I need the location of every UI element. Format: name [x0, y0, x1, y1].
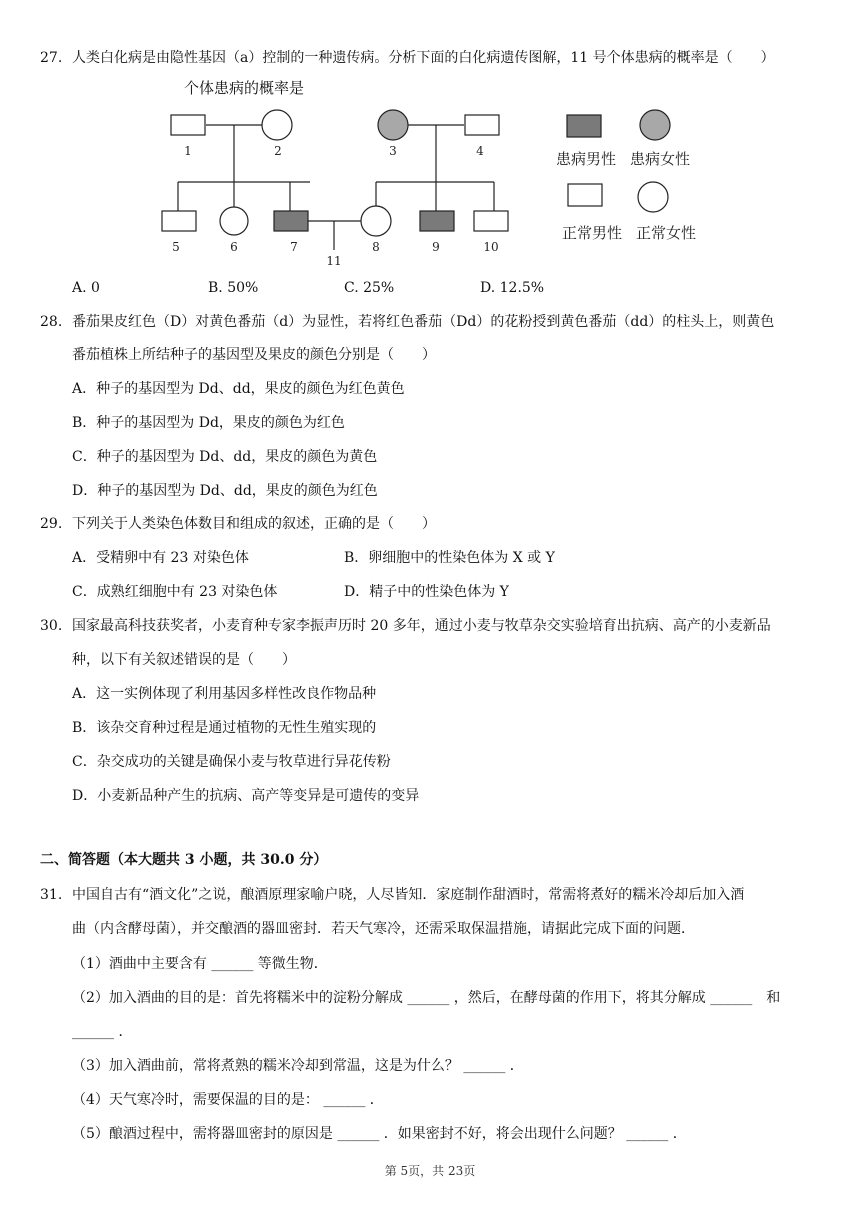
sub-question-3: （3）加入酒曲前，常将煮熟的糯米冷却到常温，这是为什么？ ______ ．	[72, 1058, 524, 1074]
option-a: A. 0	[72, 280, 100, 296]
option-d: D．精子中的性染色体为 Y	[344, 584, 509, 600]
individual-4-normal-male	[465, 115, 499, 135]
label-5: 5	[172, 240, 180, 254]
pedigree-legend	[556, 110, 696, 242]
question-stem-continued: 曲（内含酵母菌），并交酿酒的器皿密封．若天气寒冷，还需采取保温措施，请据此完成下面的问题．	[72, 921, 695, 937]
individual-3-affected-female	[378, 110, 408, 140]
sub-question-2: （2）加入酒曲的目的是：首先将糯米中的淀粉分解成 ______ ，然后，在酵母菌的作用下，将其分解成 ______ 和	[72, 990, 781, 1006]
legend-affected-male-label: 患病男性	[556, 150, 617, 168]
legend-normal-male-label: 正常男性	[562, 224, 623, 242]
label-4: 4	[476, 144, 484, 158]
sub-question-4: （4）天气寒冷时，需要保温的目的是： ______ ．	[72, 1092, 384, 1108]
label-1: 1	[184, 144, 192, 158]
legend-normal-female-label: 正常女性	[636, 224, 697, 242]
label-8: 8	[372, 240, 380, 254]
label-10: 10	[483, 240, 499, 254]
option-b: B．卵细胞中的性染色体为 X 或 Y	[344, 550, 555, 566]
question-number: 28.	[40, 314, 63, 330]
option-b: B．该杂交育种过程是通过植物的无性生殖实现的	[72, 720, 377, 736]
option-d: D．种子的基因型为 Dd、dd，果皮的颜色为红色	[72, 483, 378, 499]
individual-5-normal-male	[162, 211, 196, 231]
question-stem: 番茄果皮红色（D）对黄色番茄（d）为显性，若将红色番茄（Dd）的花粉授到黄色番茄（dd）的柱头上，则黄色	[72, 314, 775, 330]
sub-question-1: （1）酒曲中主要含有 ______ 等微生物．	[72, 956, 328, 972]
sub-question-5: （5）酿酒过程中，需将器皿密封的原因是 ______ ．如果密封不好，将会出现什么问题？ ______ ．	[72, 1126, 687, 1142]
individual-1-normal-male	[171, 115, 205, 135]
question-stem: 国家最高科技获奖者，小麦育种专家李振声历时 20 多年，通过小麦与牧草杂交实验培育出抗病、高产的小麦新品	[72, 618, 771, 634]
individual-7-affected-male	[274, 211, 308, 231]
label-7: 7	[290, 240, 298, 254]
legend-affected-male-icon	[567, 115, 601, 137]
question-number: 29.	[40, 516, 63, 532]
individual-8-normal-female	[361, 206, 391, 236]
legend-affected-female-label: 患病女性	[630, 150, 691, 168]
option-c: C．种子的基因型为 Dd、dd，果皮的颜色为黄色	[72, 449, 378, 465]
legend-affected-female-icon	[640, 110, 670, 140]
label-11: 11	[326, 254, 342, 268]
individual-labels	[172, 144, 498, 268]
legend-normal-male-icon	[568, 184, 602, 206]
individual-6-normal-female	[220, 207, 248, 235]
question-stem: 下列关于人类染色体数目和组成的叙述，正确的是（ ）	[72, 516, 436, 532]
figure-caption: 个体患病的概率是	[184, 79, 305, 97]
option-c: C．杂交成功的关键是确保小麦与牧草进行异花传粉	[72, 754, 391, 770]
individual-10-normal-male	[474, 211, 508, 231]
question-number: 27.	[40, 50, 63, 66]
pedigree-diagram	[150, 74, 710, 274]
option-b: B. 50%	[208, 280, 259, 296]
option-d: D. 12.5%	[480, 280, 545, 296]
option-c: C．成熟红细胞中有 23 对染色体	[72, 584, 278, 600]
question-stem: 人类白化病是由隐性基因（a）控制的一种遗传病。分析下面的白化病遗传图解，11 号个体患病的概率是（ ）	[72, 50, 775, 66]
option-a: A．受精卵中有 23 对染色体	[72, 550, 249, 566]
option-b: B．种子的基因型为 Dd，果皮的颜色为红色	[72, 415, 345, 431]
label-2: 2	[274, 144, 282, 158]
question-stem-continued: 种，以下有关叙述错误的是（ ）	[72, 652, 296, 668]
label-3: 3	[389, 144, 397, 158]
option-d: D．小麦新品种产生的抗病、高产等变异是可遗传的变异	[72, 788, 420, 804]
individual-9-affected-male	[420, 211, 454, 231]
section-heading: 二、简答题（本大题共 3 小题，共 30.0 分）	[40, 852, 328, 868]
option-a: A．这一实例体现了利用基因多样性改良作物品种	[72, 686, 377, 702]
question-stem: 中国自古有“酒文化”之说，酿酒原理家喻户晓，人尽皆知．家庭制作甜酒时，常需将煮好的糯米冷却后加入酒	[72, 887, 745, 903]
question-stem-continued: 番茄植株上所结种子的基因型及果皮的颜色分别是（ ）	[72, 347, 436, 363]
question-number: 31.	[40, 887, 63, 903]
label-9: 9	[432, 240, 440, 254]
label-6: 6	[230, 240, 238, 254]
question-number: 30.	[40, 618, 63, 634]
page-footer: 第 5页，共 23页	[384, 1164, 476, 1178]
option-c: C. 25%	[344, 280, 395, 296]
individual-2-normal-female	[262, 110, 292, 140]
legend-normal-female-icon	[638, 182, 668, 212]
option-a: A．种子的基因型为 Dd、dd，果皮的颜色为红色黄色	[72, 381, 405, 397]
sub-question-2-continued: ______ ．	[72, 1024, 133, 1040]
